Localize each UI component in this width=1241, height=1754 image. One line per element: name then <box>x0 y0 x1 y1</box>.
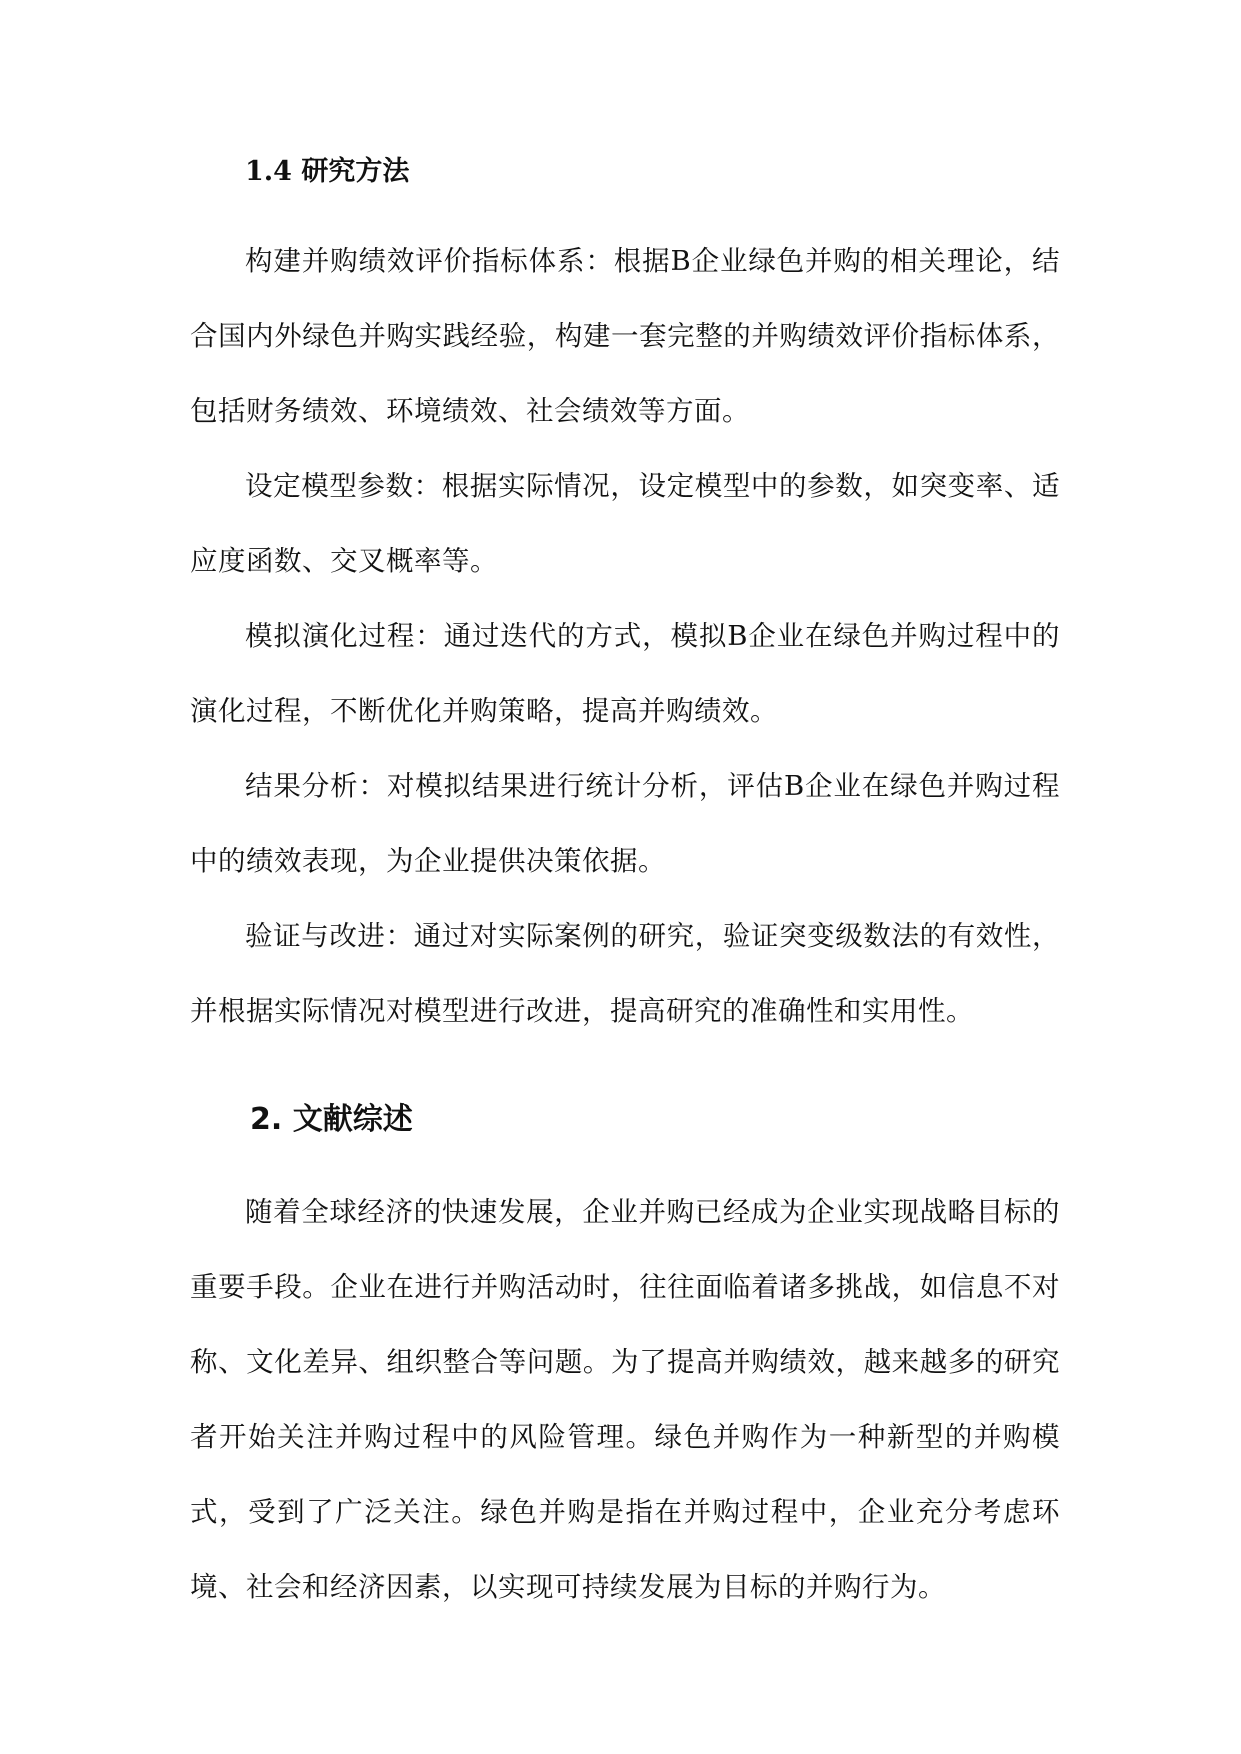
section-title: 2. 文献综述 <box>250 1102 413 1137</box>
method-paragraph-simulation: 模拟演化过程：通过迭代的方式，模拟B企业在绿色并购过程中的演化过程，不断优化并购策略，提高并购绩效。 <box>190 620 1060 727</box>
method-paragraph-result-analysis: 结果分析：对模拟结果进行统计分析，评估B企业在绿色并购过程中的绩效表现，为企业提供决策依据。 <box>190 770 1060 877</box>
method-paragraph-validation: 验证与改进：通过对实际案例的研究，验证突变级数法的有效性，并根据实际情况对模型进行改进，提高研究的准确性和实用性。 <box>190 920 1060 1027</box>
literature-review-paragraph: 随着全球经济的快速发展，企业并购已经成为企业实现战略目标的重要手段。企业在进行并购活动时，往往面临着诸多挑战，如信息不对称、文化差异、组织整合等问题。为了提高并购绩效，越来越多的研究者开始关注并购过程中的风险管理。绿色并购作为一种新型的并购模式，受到了广泛关注。绿色并购是指在并购过程中，企业充分考虑环境、社会和经济因素，以实现可持续发展为目标的并购行为。 <box>190 1196 1060 1603</box>
method-paragraph-model-parameters: 设定模型参数：根据实际情况，设定模型中的参数，如突变率、适应度函数、交叉概率等。 <box>190 470 1060 577</box>
page-content <box>190 150 1060 1625</box>
subsection-title: 1.4 研究方法 <box>245 156 410 187</box>
method-paragraph-indicator-system: 构建并购绩效评价指标体系：根据B企业绿色并购的相关理论，结合国内外绿色并购实践经验，构建一套完整的并购绩效评价指标体系，包括财务绩效、环境绩效、社会绩效等方面。 <box>190 245 1060 427</box>
